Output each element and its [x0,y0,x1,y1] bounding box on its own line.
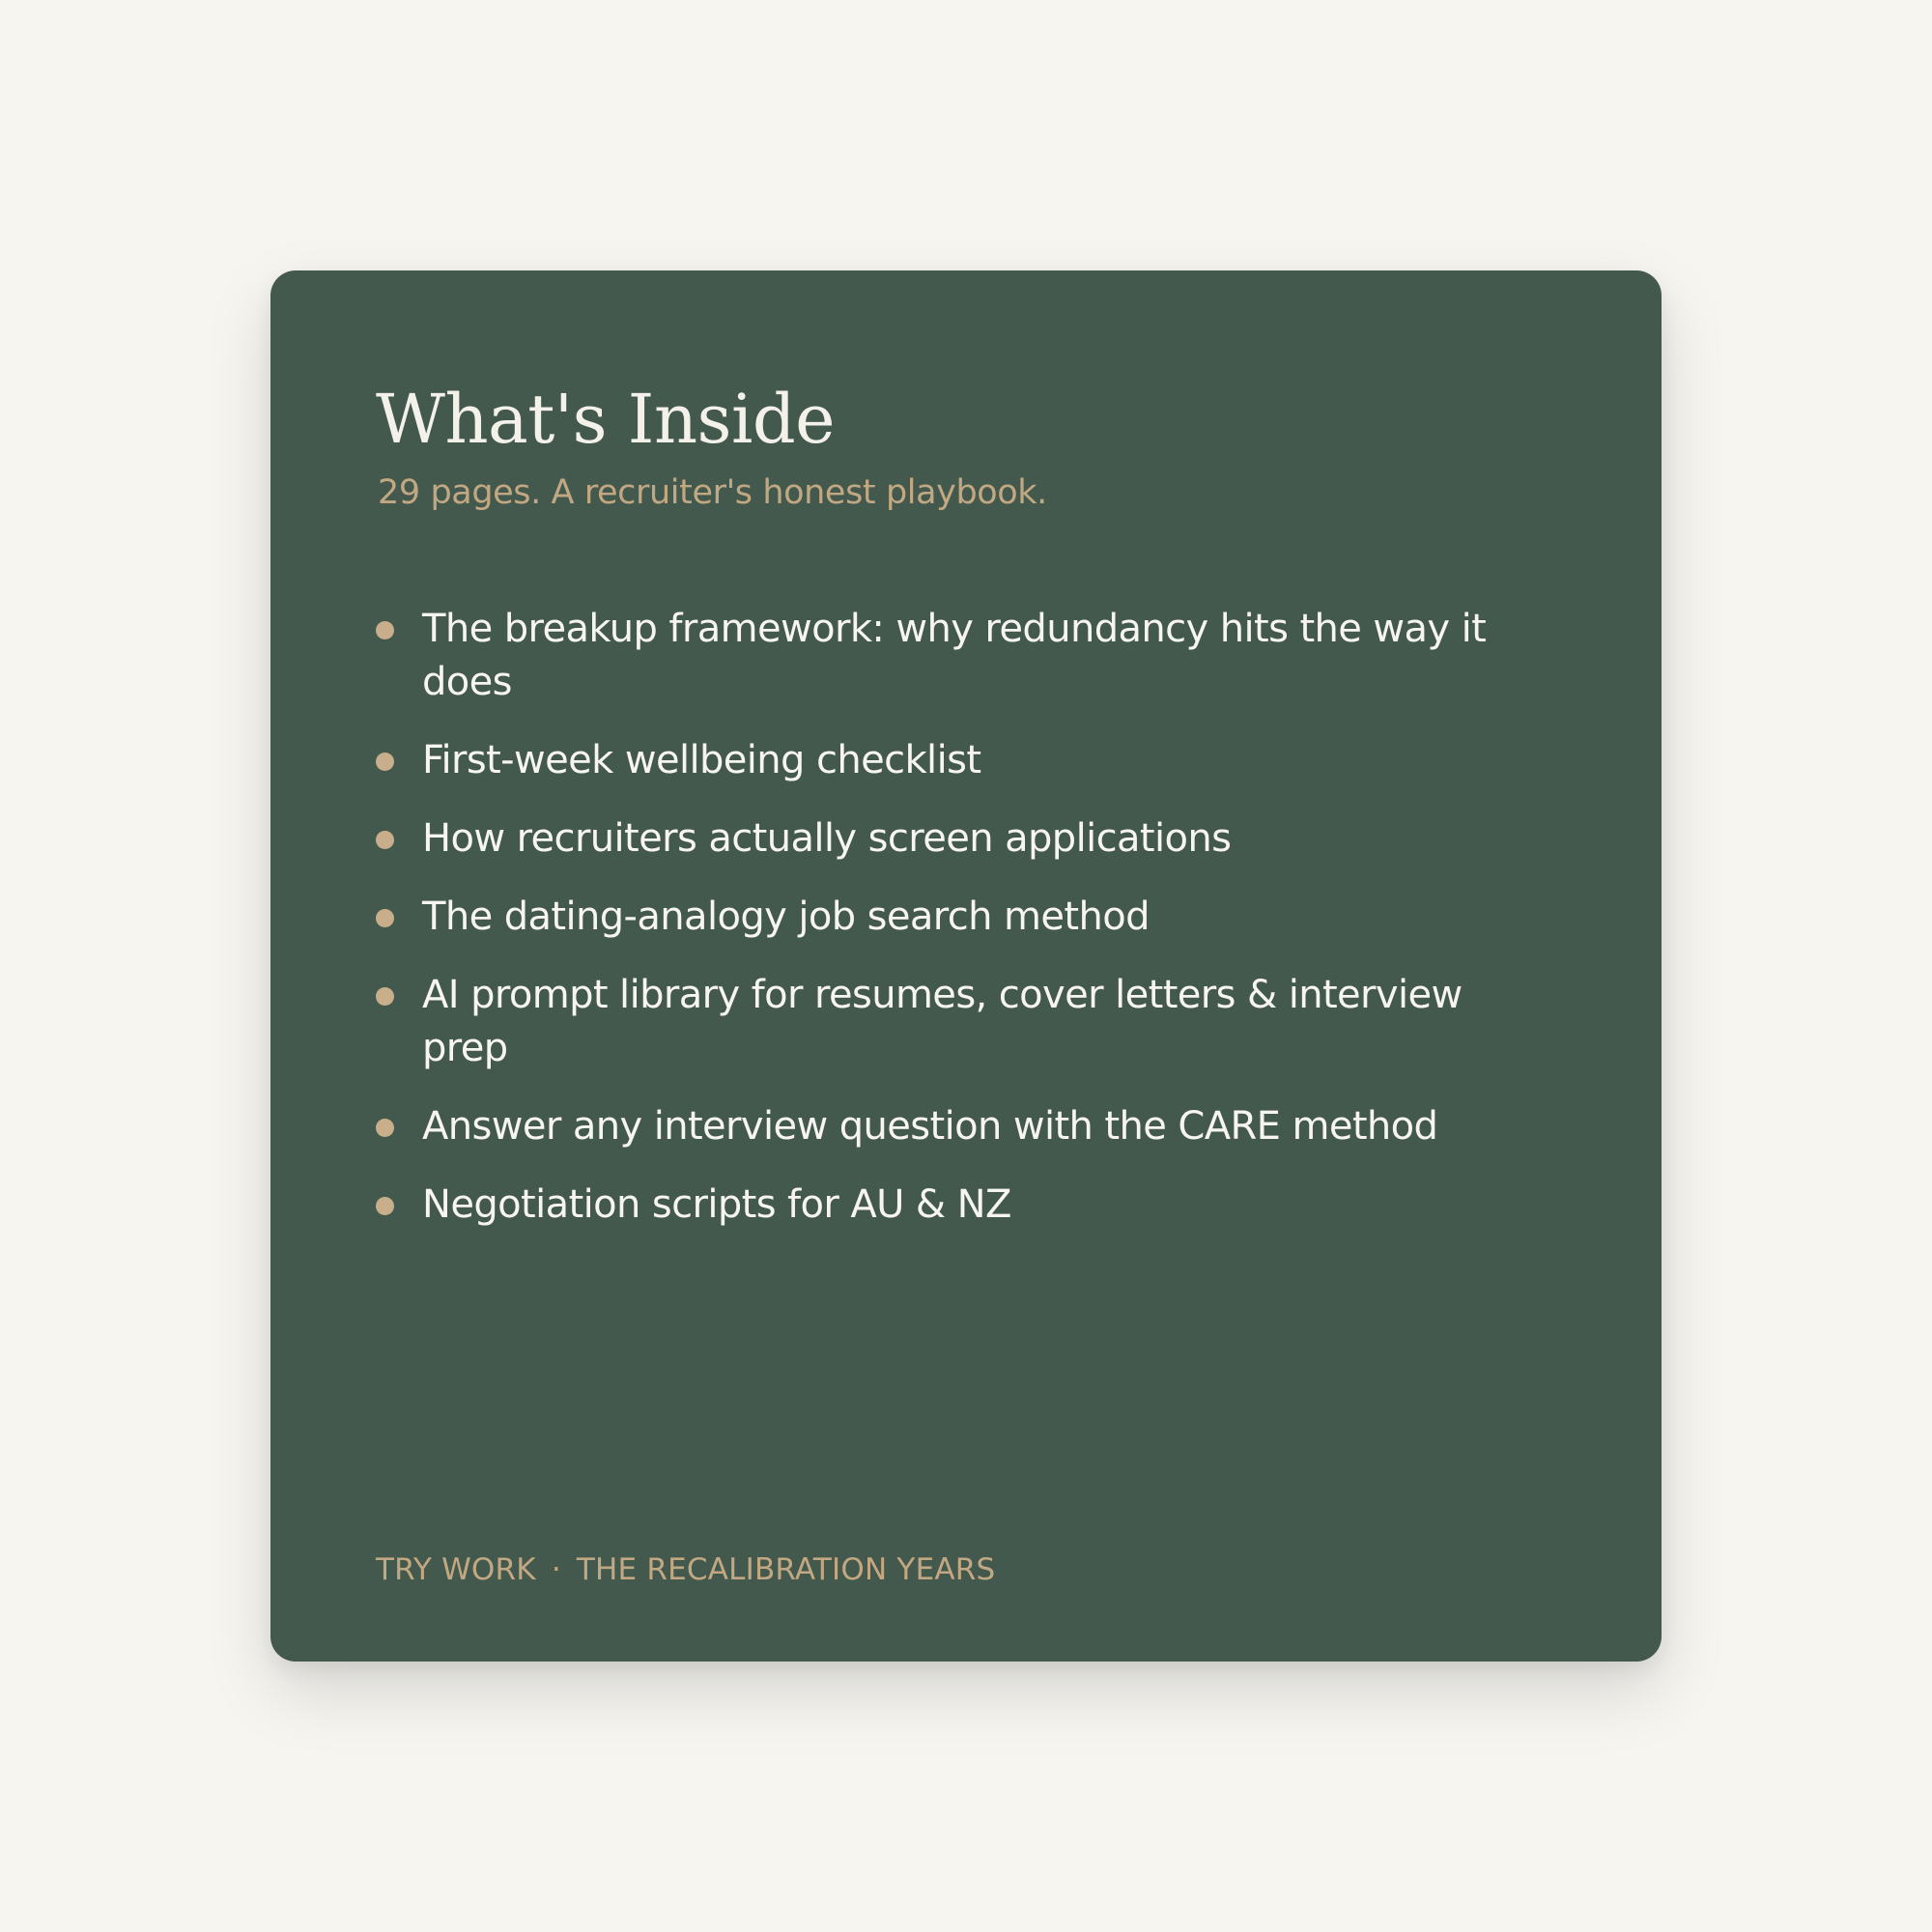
list-item-text: AI prompt library for resumes, cover letters & interview prep [422,973,1463,1070]
list-item-text: The breakup framework: why redundancy hits the way it does [422,607,1487,704]
list-item [376,603,1555,709]
bullet-dot-icon [376,753,394,771]
bullet-dot-icon [376,909,394,927]
bullet-dot-icon [376,831,394,849]
bullet-dot-icon [376,1119,394,1137]
list-item [376,1179,1555,1232]
list-item [376,812,1555,866]
bullet-dot-icon [376,987,394,1006]
bullet-dot-icon [376,621,394,639]
list-item-text: How recruiters actually screen applications [422,816,1232,861]
list-item [376,891,1555,944]
list-item-text: Answer any interview question with the CARE method [422,1104,1438,1149]
contents-list [376,603,1555,1232]
card-subtitle: 29 pages. A recruiter's honest playbook. [378,473,1047,512]
list-item-text: Negotiation scripts for AU & NZ [422,1182,1011,1227]
list-item-text: First-week wellbeing checklist [422,738,981,782]
list-item [376,1100,1555,1153]
list-item [376,734,1555,787]
footer-separator: · [551,1552,561,1587]
bullet-dot-icon [376,1197,394,1215]
list-item-text: The dating-analogy job search method [422,895,1150,939]
contents-card [270,270,1662,1662]
card-title: What's Inside [376,380,836,459]
footer-series: THE RECALIBRATION YEARS [576,1552,996,1587]
card-footer [376,1552,996,1587]
footer-brand: TRY WORK [376,1552,536,1587]
list-item [376,969,1555,1075]
